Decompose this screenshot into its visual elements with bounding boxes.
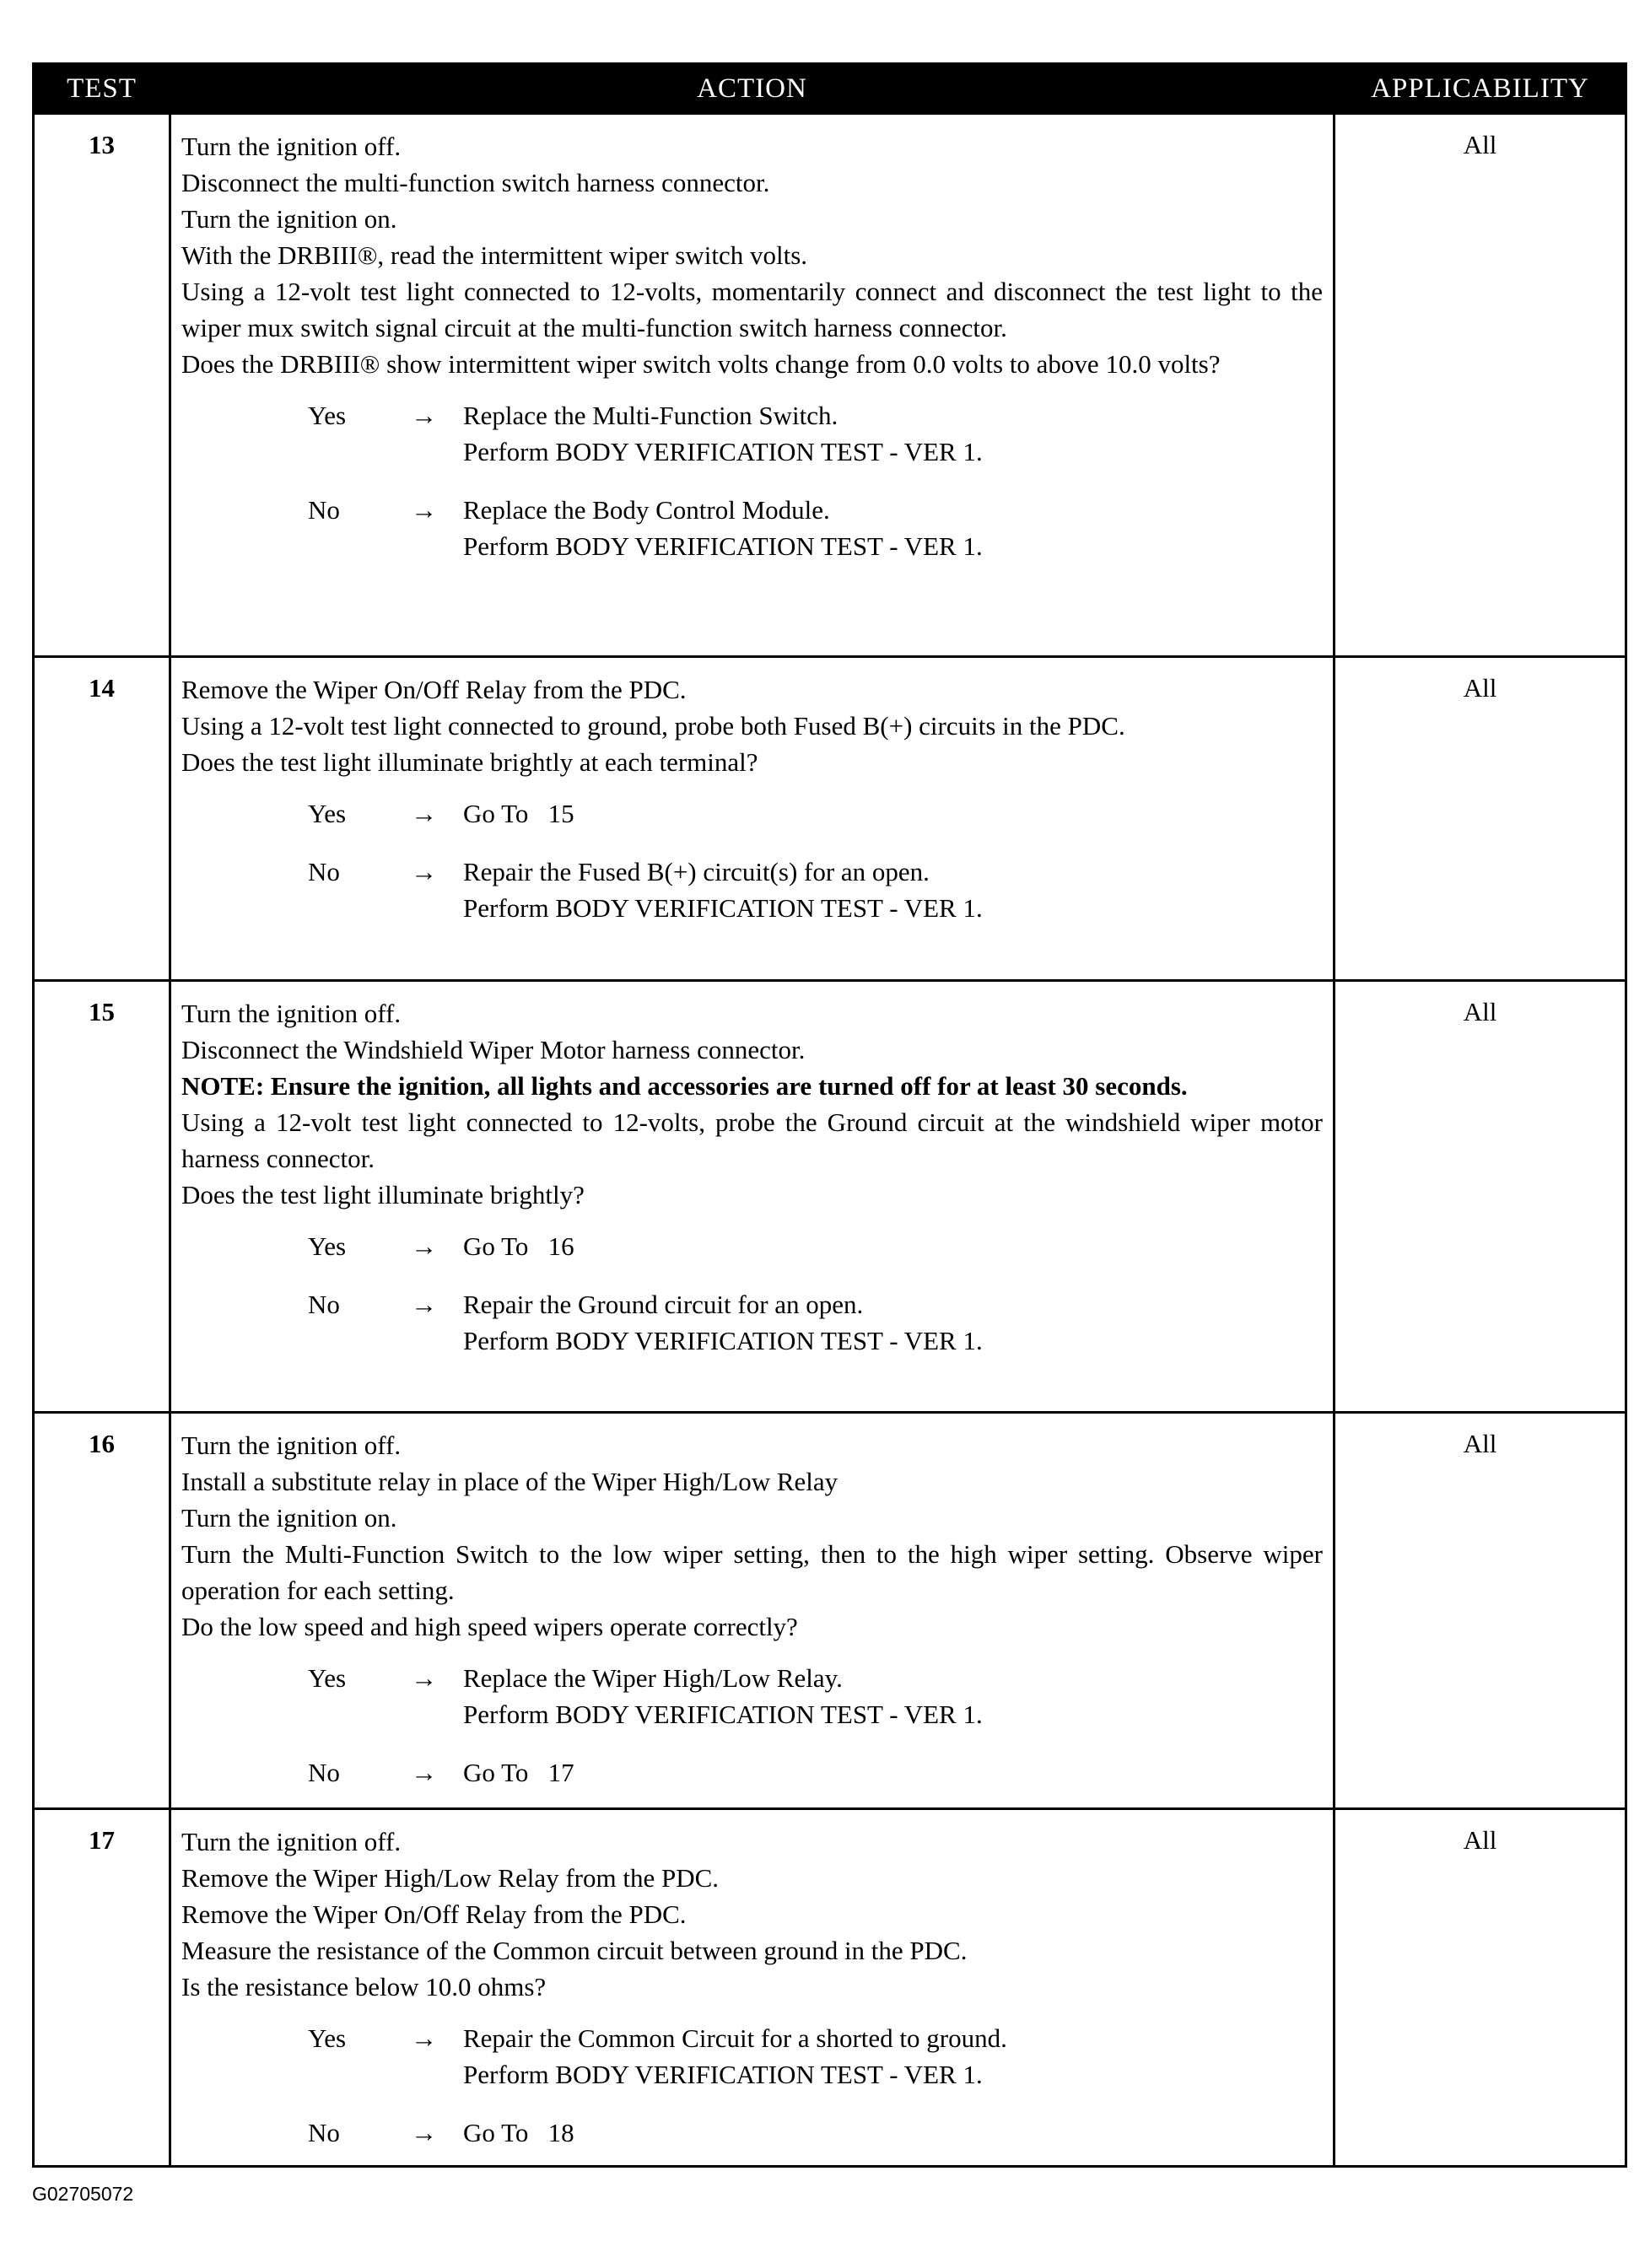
- figure-code: G02705072: [32, 2183, 134, 2205]
- action-cell: [170, 1413, 1335, 1809]
- action-note: NOTE: Ensure the ignition, all lights and accessories are turned off for at least 30 seconds.: [181, 1071, 1188, 1101]
- outcome-result: [352, 1228, 1323, 1264]
- table-row: [34, 981, 1626, 1413]
- outcome-no: [181, 492, 1323, 564]
- outcomes: [181, 397, 1323, 564]
- outcome-yes: [181, 795, 1323, 832]
- outcome-result: [352, 795, 1323, 832]
- outcomes: [181, 2020, 1323, 2151]
- outcome-result-line: Perform BODY VERIFICATION TEST - VER 1.: [463, 1700, 983, 1729]
- header-applicability: APPLICABILITY: [1335, 64, 1626, 114]
- action-step: Remove the Wiper On/Off Relay from the PDC.: [181, 675, 687, 704]
- outcome-result: [352, 492, 1323, 564]
- outcome-no: [181, 1754, 1323, 1791]
- action-step: Is the resistance below 10.0 ohms?: [181, 1972, 547, 2001]
- outcome-result-line: Perform BODY VERIFICATION TEST - VER 1.: [463, 893, 983, 923]
- outcome-result-line: Go To 18: [463, 2118, 574, 2147]
- action-step: Install a substitute relay in place of the Wiper High/Low Relay: [181, 1467, 838, 1496]
- outcome-answer: Yes: [308, 1663, 347, 1693]
- test-number: 13: [34, 114, 170, 657]
- right-arrow-icon: →: [411, 1290, 437, 1319]
- applicability: All: [1335, 1809, 1626, 2167]
- action-cell: [170, 1809, 1335, 2167]
- outcome-no: [181, 2114, 1323, 2151]
- outcome-answer: No: [308, 495, 340, 525]
- outcome-result-line: Perform BODY VERIFICATION TEST - VER 1.: [463, 1326, 983, 1355]
- action-step: Using a 12-volt test light connected to 12-volts, momentarily connect and disconnect the test light to the wiper mux switch signal circuit at the multi-function switch harness connector.: [181, 277, 1323, 342]
- action-step: Turn the ignition on.: [181, 1503, 397, 1533]
- action-step: Turn the ignition on.: [181, 204, 397, 234]
- outcome-no: [181, 1286, 1323, 1359]
- action-step: Measure the resistance of the Common circuit between ground in the PDC.: [181, 1936, 968, 1965]
- outcome-result-line: Replace the Wiper High/Low Relay.: [463, 1663, 843, 1693]
- outcome-result: [352, 1754, 1323, 1791]
- right-arrow-icon: →: [411, 401, 437, 430]
- outcome-result-line: Replace the Body Control Module.: [463, 495, 830, 525]
- outcomes: [181, 795, 1323, 926]
- outcome-result-line: Repair the Ground circuit for an open.: [463, 1290, 864, 1319]
- action-step: Does the test light illuminate brightly at each terminal?: [181, 747, 758, 777]
- right-arrow-icon: →: [411, 495, 437, 525]
- outcome-answer: No: [308, 1290, 340, 1319]
- outcome-result: [352, 1286, 1323, 1359]
- applicability: All: [1335, 657, 1626, 981]
- action-step: Turn the ignition off.: [181, 999, 402, 1028]
- table-row: [34, 1413, 1626, 1809]
- right-arrow-icon: →: [411, 799, 437, 828]
- applicability: All: [1335, 114, 1626, 657]
- action-step: Turn the ignition off.: [181, 1827, 402, 1856]
- outcome-result: [352, 2020, 1323, 2093]
- outcome-yes: [181, 397, 1323, 470]
- outcome-result-line: Go To 16: [463, 1231, 574, 1261]
- outcome-result-line: Replace the Multi-Function Switch.: [463, 401, 838, 430]
- action-step: Using a 12-volt test light connected to ground, probe both Fused B(+) circuits in the PDC.: [181, 711, 1125, 741]
- outcome-answer: Yes: [308, 1231, 347, 1261]
- test-number: 17: [34, 1809, 170, 2167]
- outcome-no: [181, 854, 1323, 926]
- test-number: 15: [34, 981, 170, 1413]
- header-test: TEST: [34, 64, 170, 114]
- applicability: All: [1335, 1413, 1626, 1809]
- outcome-result-line: Repair the Common Circuit for a shorted to ground.: [463, 2023, 1007, 2053]
- outcome-result-line: Go To 15: [463, 799, 574, 828]
- action-step: Remove the Wiper On/Off Relay from the PDC.: [181, 1899, 687, 1929]
- right-arrow-icon: →: [411, 2118, 437, 2147]
- right-arrow-icon: →: [411, 857, 437, 886]
- action-step: Disconnect the multi-function switch harness connector.: [181, 168, 770, 197]
- table-body: [34, 114, 1626, 2167]
- outcome-answer: No: [308, 857, 340, 886]
- action-step: Remove the Wiper High/Low Relay from the PDC.: [181, 1863, 720, 1893]
- applicability: All: [1335, 981, 1626, 1413]
- outcome-answer: No: [308, 2118, 340, 2147]
- table-row: [34, 657, 1626, 981]
- action-step: Turn the ignition off.: [181, 1430, 402, 1460]
- outcome-result: [352, 2114, 1323, 2151]
- action-step: Using a 12-volt test light connected to 12-volts, probe the Ground circuit at the windshield wiper motor harness connector.: [181, 1107, 1323, 1173]
- action-step: With the DRBIII®, read the intermittent wiper switch volts.: [181, 240, 808, 270]
- diagnostic-page: [32, 62, 1625, 2168]
- action-cell: [170, 657, 1335, 981]
- outcome-result-line: Perform BODY VERIFICATION TEST - VER 1.: [463, 2060, 983, 2089]
- right-arrow-icon: →: [411, 1758, 437, 1787]
- table-row: [34, 1809, 1626, 2167]
- right-arrow-icon: →: [411, 2023, 437, 2053]
- action-step: Do the low speed and high speed wipers operate correctly?: [181, 1612, 798, 1641]
- outcome-answer: Yes: [308, 2023, 347, 2053]
- outcome-answer: Yes: [308, 401, 347, 430]
- action-step: Disconnect the Windshield Wiper Motor harness connector.: [181, 1035, 806, 1064]
- test-number: 14: [34, 657, 170, 981]
- outcome-yes: [181, 2020, 1323, 2093]
- right-arrow-icon: →: [411, 1231, 437, 1261]
- action-step: Does the DRBIII® show intermittent wiper switch volts change from 0.0 volts to above 10.0 volts?: [181, 349, 1221, 379]
- right-arrow-icon: →: [411, 1663, 437, 1693]
- outcome-result-line: Perform BODY VERIFICATION TEST - VER 1.: [463, 531, 983, 561]
- action-step: Does the test light illuminate brightly?: [181, 1180, 585, 1209]
- outcome-result: [352, 854, 1323, 926]
- table-header: [34, 64, 1626, 114]
- action-cell: [170, 114, 1335, 657]
- outcome-result: [352, 1660, 1323, 1732]
- table-row: [34, 114, 1626, 657]
- outcome-yes: [181, 1660, 1323, 1732]
- action-cell: [170, 981, 1335, 1413]
- outcome-yes: [181, 1228, 1323, 1264]
- header-action: ACTION: [170, 64, 1335, 114]
- outcome-result-line: Go To 17: [463, 1758, 574, 1787]
- outcomes: [181, 1228, 1323, 1359]
- outcome-result: [352, 397, 1323, 470]
- outcome-answer: No: [308, 1758, 340, 1787]
- outcome-result-line: Repair the Fused B(+) circuit(s) for an open.: [463, 857, 930, 886]
- test-number: 16: [34, 1413, 170, 1809]
- outcomes: [181, 1660, 1323, 1791]
- diagnostic-table: [32, 62, 1627, 2168]
- outcome-result-line: Perform BODY VERIFICATION TEST - VER 1.: [463, 437, 983, 466]
- action-step: Turn the ignition off.: [181, 132, 402, 161]
- outcome-answer: Yes: [308, 799, 347, 828]
- action-step: Turn the Multi-Function Switch to the low wiper setting, then to the high wiper setting. Observe wiper operation for each setting.: [181, 1539, 1323, 1605]
